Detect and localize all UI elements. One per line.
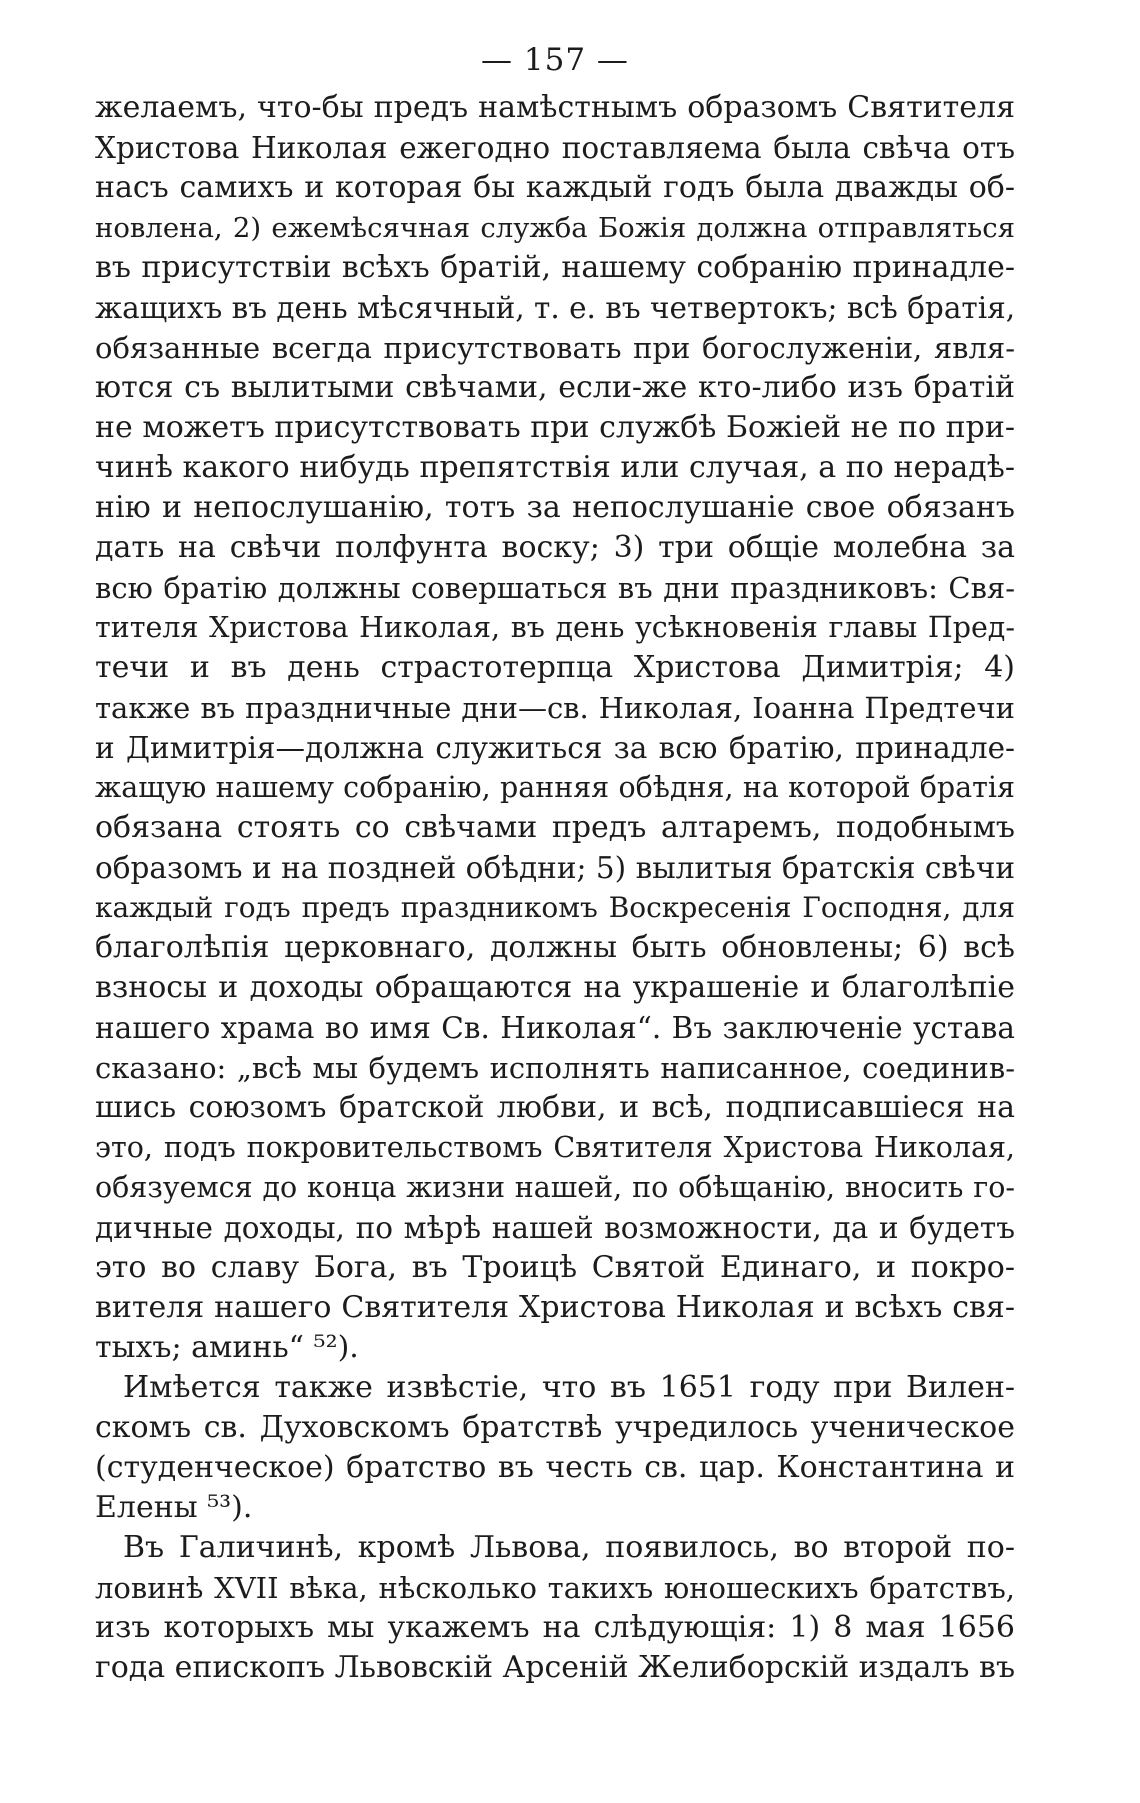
paragraph: [95, 1368, 1015, 1528]
paragraph: [95, 88, 1015, 1368]
text-line: тыхъ; аминь“ ⁵²).: [95, 1330, 359, 1365]
text-line: скомъ св. Духовскомъ братствѣ учредилось ученическое: [95, 1410, 1015, 1445]
text-line: ловинѣ XVII вѣка, нѣсколько такихъ юношескихъ братствъ,: [95, 1571, 1015, 1605]
text-body: [95, 88, 1015, 1688]
text-line: года епископъ Львовскій Арсеній Желиборскій издалъ въ: [95, 1650, 1016, 1685]
text-line: новлена, 2) ежемѣсячная служба Божія должна отправляться: [95, 212, 1015, 244]
text-line: чинѣ какого нибудь препятствія или случая, а по нерадѣ-: [95, 450, 1015, 485]
text-line: Въ Галичинѣ, кромѣ Львова, появилось, во второй по-: [123, 1530, 1015, 1565]
text-line: взносы и доходы обращаются на украшеніе и благолѣпіе: [95, 970, 1015, 1005]
text-line: въ присутствіи всѣхъ братій, нашему собранію принадле-: [95, 250, 1015, 285]
text-line: нашего храма во имя Св. Николая“. Въ заключеніе устава: [95, 1011, 1015, 1045]
text-line: образомъ и на поздней обѣдни; 5) вылитыя братскія свѣчи: [95, 851, 1015, 885]
paragraph: [95, 1528, 1015, 1688]
text-line: это во славу Бога, въ Троицѣ Святой Единаго, и покро-: [95, 1250, 1015, 1285]
text-line: обязанные всегда присутствовать при богослуженіи, явля-: [95, 331, 1015, 365]
text-line: и Димитрія—должна служиться за всю братію, принадле-: [95, 731, 1015, 765]
text-line: (студенческое) братство въ честь св. цар. Константина и: [95, 1450, 1015, 1485]
text-line: Христова Николая ежегодно поставляема была свѣча отъ: [95, 131, 1015, 165]
text-line: это, подъ покровительствомъ Святителя Христова Николая,: [95, 1131, 1015, 1164]
text-line: также въ праздничные дни—св. Николая, Іоанна Предтечи: [95, 691, 1015, 725]
text-line: желаемъ, что-бы предъ намѣстнымъ образомъ Святителя: [95, 90, 1015, 125]
book-page: [95, 40, 1015, 1688]
text-line: обязана стоять со свѣчами предъ алтаремъ, подобнымъ: [95, 810, 1015, 845]
page-number: — 157 —: [481, 42, 629, 78]
text-line: Елены ⁵³).: [95, 1490, 253, 1525]
text-line: нію и непослушанію, тотъ за непослушаніе свое обязанъ: [95, 490, 1015, 525]
text-line: Имѣется также извѣстіе, что въ 1651 году при Вилен-: [123, 1370, 1015, 1405]
text-line: течи и въ день страстотерпца Христова Димитрія; 4): [95, 650, 1015, 685]
text-line: изъ которыхъ мы укажемъ на слѣдующія: 1) 8 мая 1656: [95, 1610, 1015, 1645]
text-line: обязуемся до конца жизни нашей, по обѣщанію, вносить го-: [95, 1171, 1015, 1204]
text-line: дичные доходы, по мѣрѣ нашей возможности, да и будетъ: [95, 1211, 1015, 1245]
text-line: дать на свѣчи полфунта воску; 3) три общіе молебна за: [95, 530, 1015, 565]
text-line: шись союзомъ братской любви, и всѣ, подписавшіеся на: [95, 1090, 1015, 1125]
text-line: жащую нашему собранію, ранняя обѣдня, на которой братія: [95, 771, 1015, 804]
text-line: каждый годъ предъ праздникомъ Воскресенія Господня, для: [95, 891, 1015, 924]
text-line: ются съ вылитыми свѣчами, если-же кто-либо изъ братій: [95, 370, 1015, 405]
text-line: всю братію должны совершаться въ дни праздниковъ: Свя-: [95, 571, 1015, 605]
text-line: не можетъ присутствовать при службѣ Божіей не по при-: [95, 410, 1015, 445]
text-line: тителя Христова Николая, въ день усѣкновенія главы Пред-: [95, 611, 1015, 644]
text-line: насъ самихъ и которая бы каждый годъ была дважды об-: [95, 170, 1015, 205]
text-line: вителя нашего Святителя Христова Николая и всѣхъ свя-: [95, 1290, 1015, 1325]
text-line: сказано: „всѣ мы будемъ исполнять написанное, соединив-: [95, 1051, 1015, 1085]
text-line: жащихъ въ день мѣсячный, т. е. въ четвертокъ; всѣ братія,: [95, 291, 1016, 325]
text-line: благолѣпія церковнаго, должны быть обновлены; 6) всѣ: [95, 930, 1015, 965]
